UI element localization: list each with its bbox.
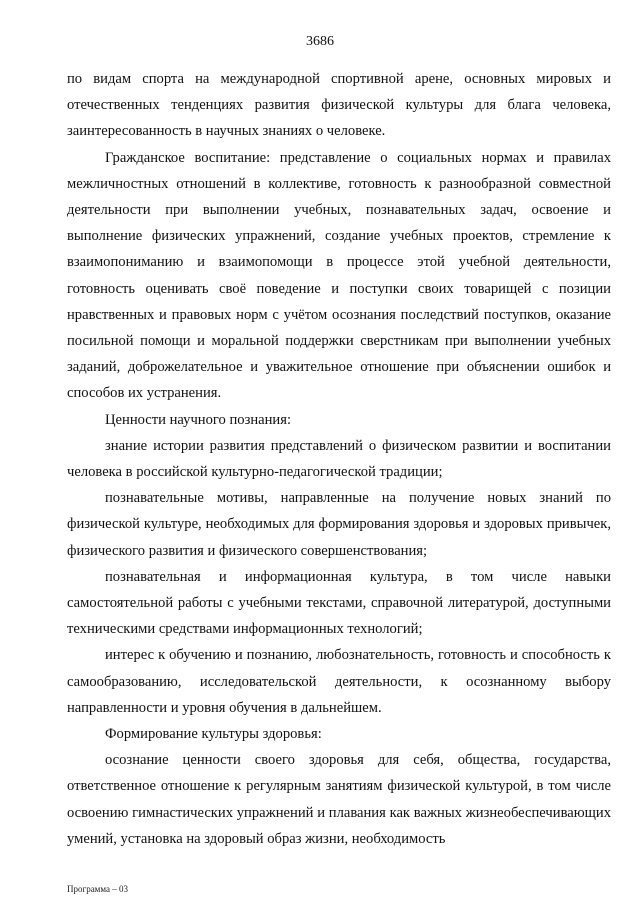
paragraph: по видам спорта на международной спортивной арене, основных мировых и отечественных тенденциях развития физической культуры для блага человека, заинтересованность в научных знаниях о человеке. <box>67 71 611 140</box>
section-heading: Формирование культуры здоровья: <box>105 726 322 743</box>
paragraph: Гражданское воспитание: представление о социальных нормах и правилах межличностных отношений в коллективе, готовность к разнообразной совместной деятельности при выполнении учебных, познавательных задач, освоение и выполнение физических упражнений, создание учебных проектов, стремление к взаимопониманию и взаимопомощи в процессе этой учебной деятельности, готовность оценивать своё поведение и поступки своих товарищей с позиции нравственных и правовых норм с учётом осознания последствий поступков, оказание посильной помощи и моральной поддержки сверстникам при выполнении учебных заданий, доброжелательное и уважительное отношение при объяснении ошибок и способов их устранения. <box>67 149 611 402</box>
paragraph: знание истории развития представлений о физическом развитии и воспитании человека в российской культурно-педагогической традиции; <box>67 437 611 481</box>
section-heading: Ценности научного познания: <box>105 411 292 428</box>
paragraph: осознание ценности своего здоровья для себя, общества, государства, ответственное отношение к регулярным занятиям физической культурой, в том числе освоению гимнастических упражнений и плавания как важных жизнеобеспечивающих умений, установка на здоровый образ жизни, необходимость <box>67 752 611 847</box>
page-footer: Программа – 03 <box>67 884 129 894</box>
paragraph: познавательные мотивы, направленные на получение новых знаний по физической культуре, необходимых для формирования здоровья и здоровых привычек, физического развития и физического совершенствования; <box>67 490 611 559</box>
paragraph: интерес к обучению и познанию, любознательность, готовность и способность к самообразованию, исследовательской деятельности, к осознанному выбору направленности и уровня обучения в дальнейшем. <box>67 647 611 716</box>
document-body <box>67 66 611 852</box>
page-number: 3686 <box>306 34 334 49</box>
paragraph: познавательная и информационная культура, в том числе навыки самостоятельной работы с учебными текстами, справочной литературой, доступными техническими средствами информационных технологий; <box>67 568 611 638</box>
